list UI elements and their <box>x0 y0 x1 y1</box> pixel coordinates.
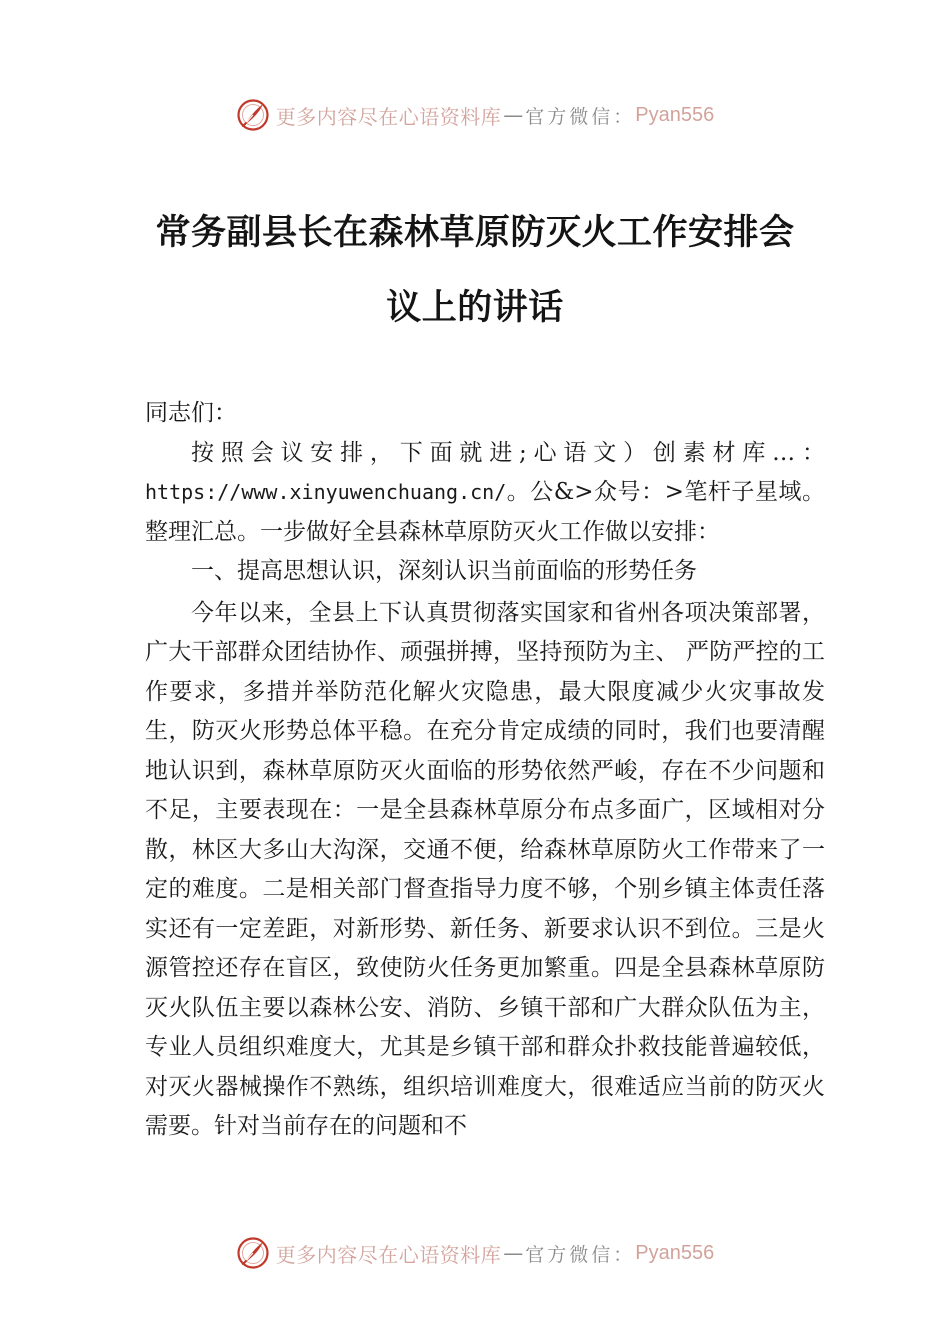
document-title-line-2: 议上的讲话 <box>386 287 564 328</box>
section-1-heading: 一、提高思想认识，深刻认识当前面临的形势任务 <box>191 558 697 584</box>
intro-url: https://www.xinyuwenchuang.cn/ <box>145 480 507 504</box>
intro-prefix: 按照会议安排，下面就进;心语文）创素材库…： <box>191 439 825 466</box>
intro-suffix: 。公&>众号：>笔杆子星域。整理汇总。一步做好全县森林草原防灭火工作做以安排： <box>145 479 825 545</box>
banner-slogan: 更多内容尽在心语资料库 <box>275 104 502 129</box>
document-title-line-1: 常务副县长在森林草原防灭火工作安排会 <box>155 212 795 253</box>
footer-separator: — <box>503 1241 524 1265</box>
footer-slogan: 更多内容尽在心语资料库 <box>275 1242 502 1267</box>
banner-separator: — <box>503 103 524 127</box>
banner-wechat-label: 官方微信： <box>525 105 636 128</box>
document-body <box>145 394 825 1147</box>
header-banner <box>0 93 950 137</box>
footer-wechat-id: Pyan556 <box>635 1241 715 1264</box>
footer-wechat-label: 官方微信： <box>525 1243 636 1266</box>
footer-banner <box>0 1231 950 1275</box>
salutation: 同志们： <box>145 400 237 426</box>
quill-pen-seal-icon <box>236 1236 270 1270</box>
intro-paragraph <box>145 434 825 553</box>
quill-pen-seal-icon <box>236 98 270 132</box>
section-1-paragraph: 今年以来，全县上下认真贯彻落实国家和省州各项决策部署，广大干部群众团结协作、顽强拼搏，坚持预防为主、 严防严控的工作要求，多措并举防范化解火灾隐患，最大限度减少火灾事故发生，防灭火形势总体平稳。在充分肯定成绩的同时，我们也要清醒地认识到，森林草原防灭火面临的形势依然严峻，存在不少问题和不足，主要表现在：一是全县森林草原分布点多面广，区域相对分散，林区大多山大沟深，交通不便，给森林草原防火工作带来了一定的难度。二是相关部门督查指导力度不够，个别乡镇主体责任落实还有一定差距，对新形势、新任务、新要求认识不到位。三是火源管控还存在盲区，致使防火任务更加繁重。四是全县森林草原防灭火队伍主要以森林公安、消防、乡镇干部和广大群众队伍为主，专业人员组织难度大，尤其是乡镇干部和群众扑救技能普遍较低，对灭火器械操作不熟练，组织培训难度大，很难适应当前的防灭火需要。针对当前存在的问题和不 <box>145 599 825 1139</box>
banner-wechat-id: Pyan556 <box>635 103 715 126</box>
